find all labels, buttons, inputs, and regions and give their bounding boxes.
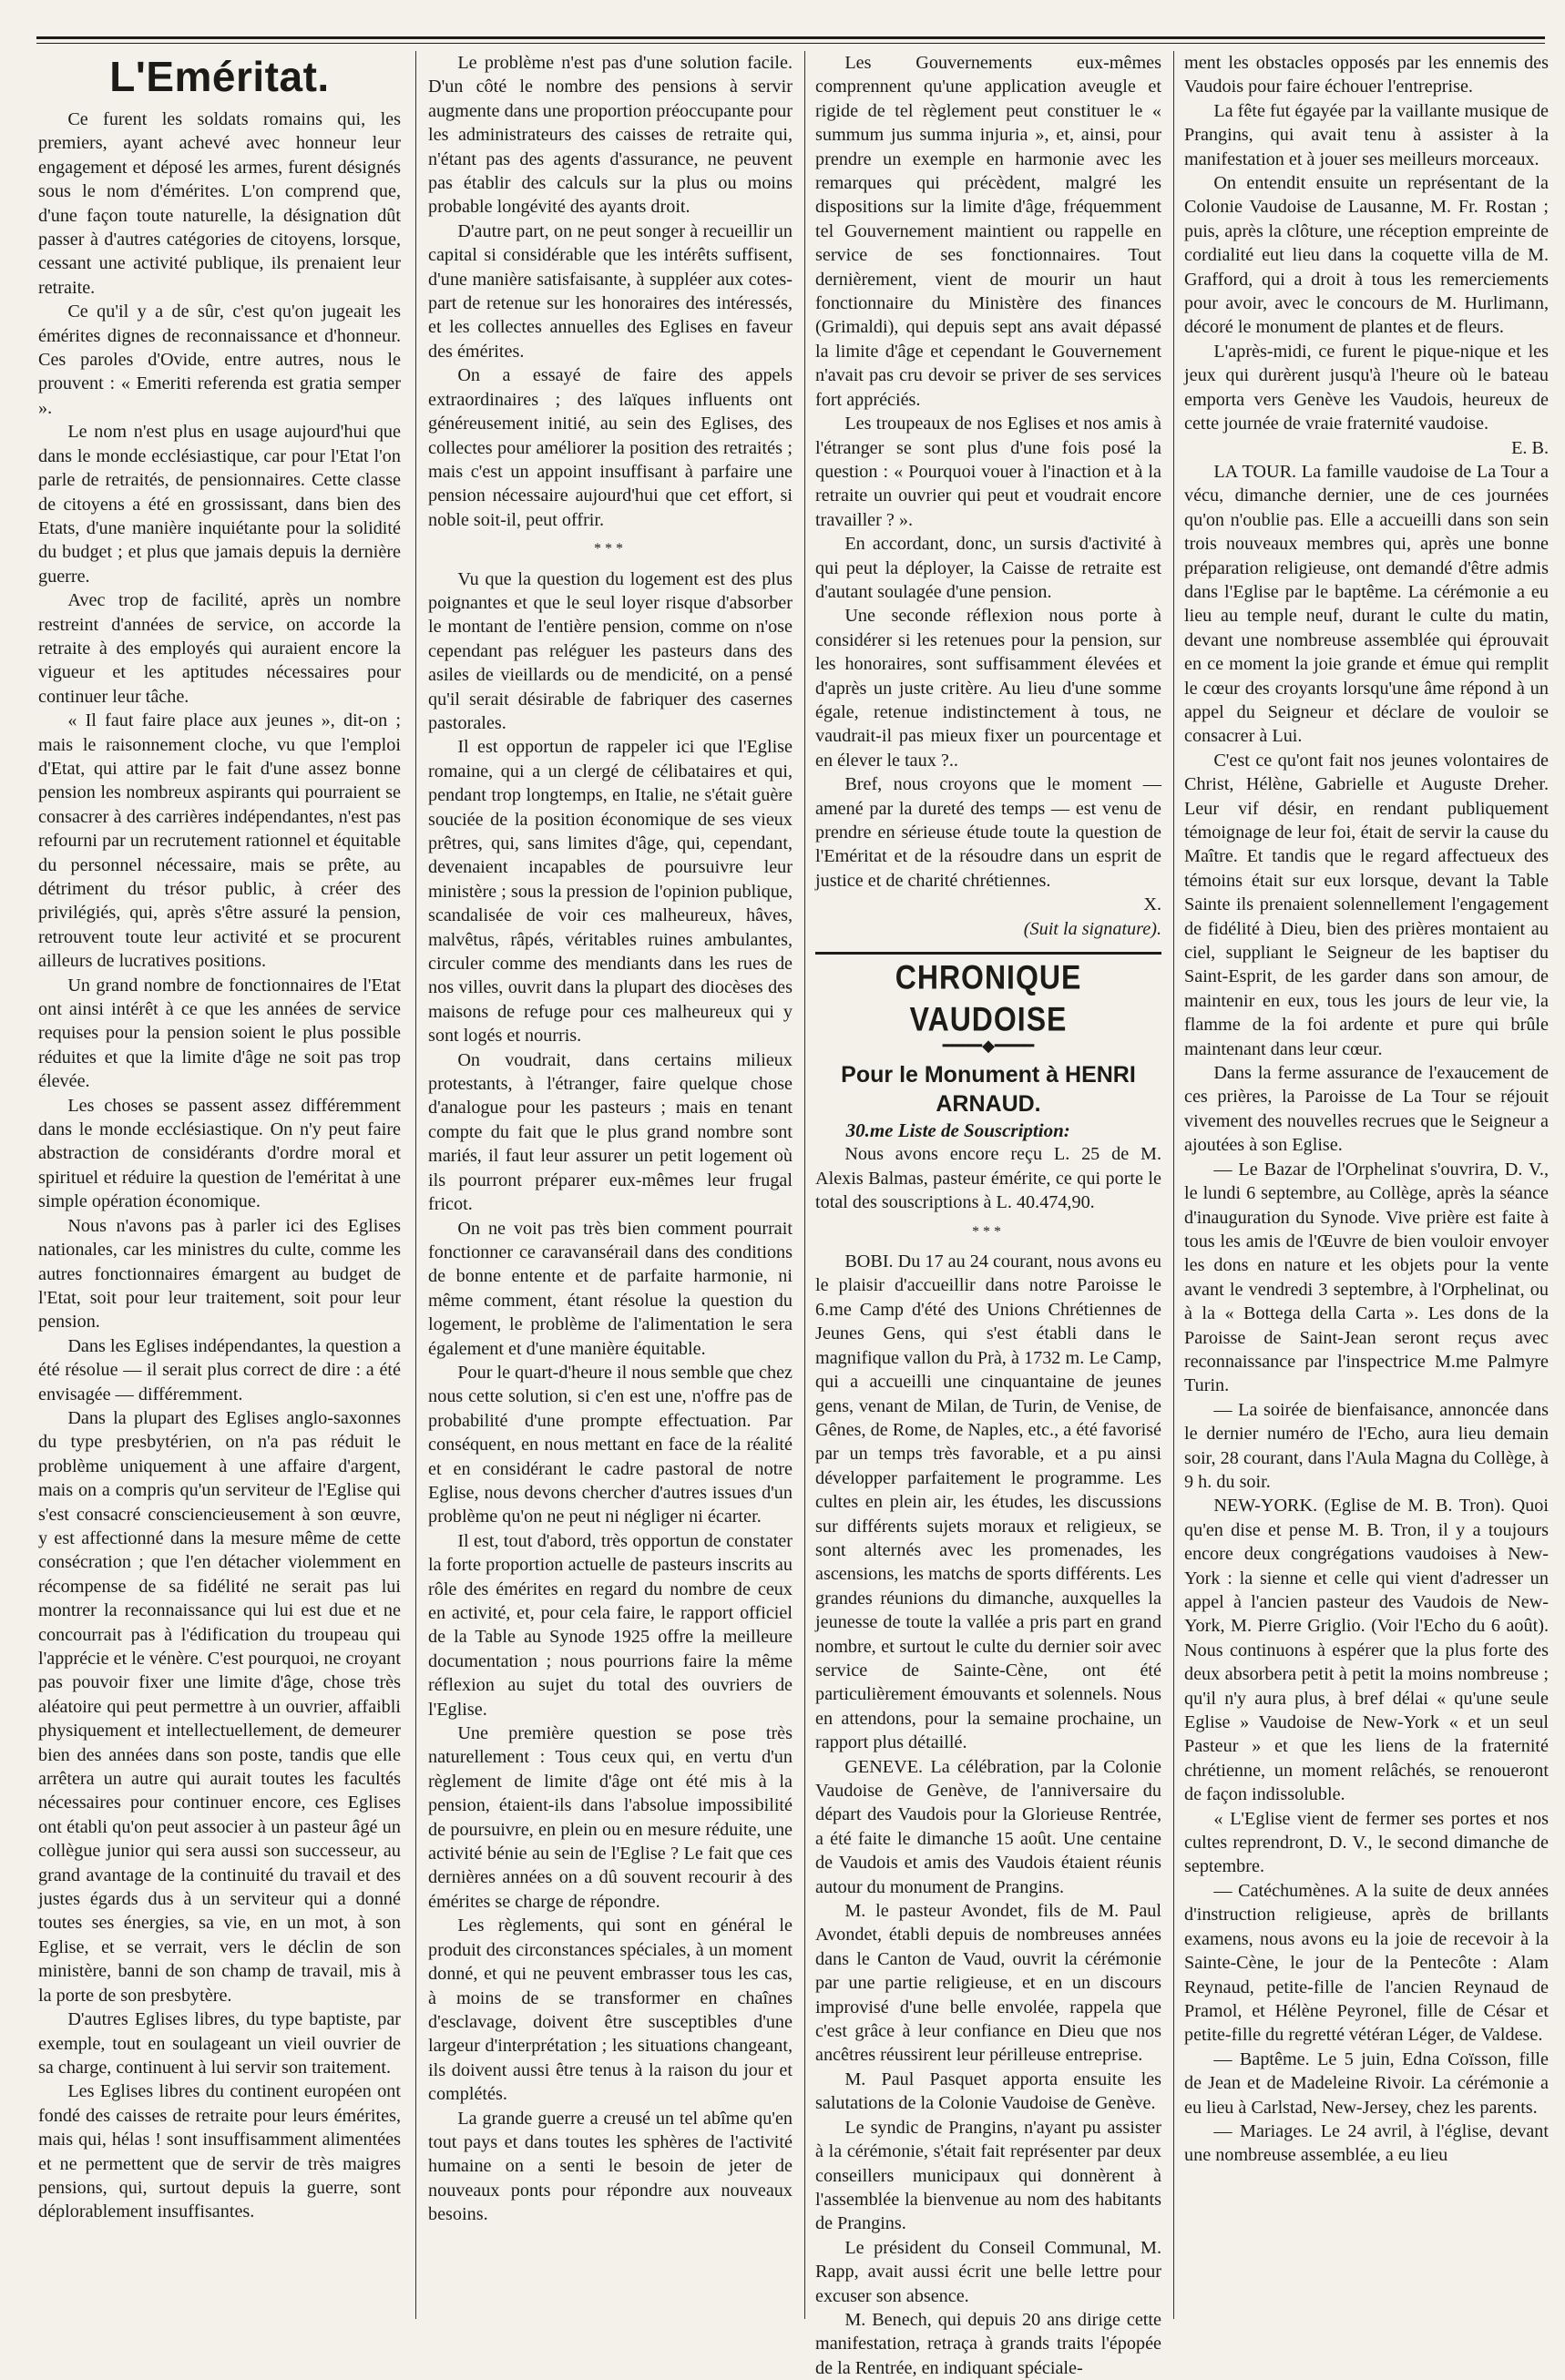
paragraph: — Le Bazar de l'Orphelinat s'ouvrira, D. V., le lundi 6 septembre, au Collège, après la séance d'inauguration du Synode. Vive prière est faite à tous les amis de l'Œuvre de bien vouloir envoyer les dons en nature et les objets pour la vente avant le vendredi 3 septembre, à l'Orphelinat, ou à la « Bottega della Carta ». Les dons de la Paroisse de Saint-Jean seront reçus avec reconnaissance par l'inspectrice M.me Palmyre Turin. [1184, 1159, 1549, 1396]
continuation-note: (Suit la signature). [1023, 918, 1161, 939]
paragraph: M. Benech, qui depuis 20 ans dirige cette manifestation, retraça à grands traits l'épopée de la Rentrée, en indiquant spéciale- [815, 2309, 1161, 2378]
author-initials: E. B. [1511, 437, 1549, 458]
paragraph: On ne voit pas très bien comment pourrait fonctionner ce caravansérail dans des conditions de bonne entente et de parfaite harmonie, ni même comment, étant résolue la question du logement, le problème de l'alimentation le sera également et d'une manière équitable. [428, 1218, 793, 1359]
paragraph: M. Paul Pasquet apporta ensuite les salutations de la Colonie Vaudoise de Genève. [815, 2068, 1161, 2114]
paragraph: La grande guerre a creusé un tel abîme qu'en tout pays et dans toutes les sphères de l'activité humaine on a senti le besoin de jeter de nouveaux ponts pour répondre aux nouveaux besoins. [428, 2108, 793, 2225]
paragraph: ment les obstacles opposés par les ennemis des Vaudois pour faire échouer l'entreprise. [1184, 53, 1549, 97]
column-divider [415, 51, 416, 2319]
paragraph: Les Eglises libres du continent européen ont fondé des caisses de retraite pour leurs émérites, mais qui, hélas ! sont insuffisamment alimentées et ne permettent que de servir de très maigres pensions, qui, surtout depuis la guerre, sont déplorablement insuffisantes. [38, 2081, 401, 2222]
paragraph: « L'Eglise vient de fermer ses portes et nos cultes reprendront, D. V., le second dimanche de septembre. [1184, 1808, 1549, 1877]
paragraph: C'est ce qu'ont fait nos jeunes volontaires de Christ, Hélène, Gabrielle et Auguste Dreher. Leur vif désir, en rendant publiquement témoignage de leur foi, était de servir la cause du Maître. Et tandis que le regard affectueux des témoins était sur eux lorsque, devant la Table Sainte ils prenaient solennellement l'engagement de fidélité à Dieu, bien des prières montaient au ciel, suppliant le Seigneur de les baptiser du Saint-Esprit, de les garder dans son amour, de maintenir en eux, tous les jours de leur vie, la flamme de la foi ardente et pure qui brûle maintenant dans leur cœur. [1184, 750, 1549, 1059]
column-1 [38, 51, 401, 2328]
paragraph: Le président du Conseil Communal, M. Rapp, avait aussi écrit une belle lettre pour excuser son absence. [815, 2237, 1161, 2306]
paragraph: On voudrait, dans certains milieux protestants, à l'étranger, faire quelque chose d'analogue pour les pasteurs ; mais en tenant compte du fait que le plus grand nombre sont mariés, il faut leur assurer un petit logement où ils pourront préparer eux-mêmes leur frugal fricot. [428, 1049, 793, 1215]
section-separator: *** [972, 1223, 1005, 1240]
paragraph: Il est, tout d'abord, très opportun de constater la forte proportion actuelle de pasteurs inscrits au rôle des émérites en regard du nombre de ceux en activité, et, pour cela faire, le rapport officiel de la Table au Synode 1925 offre la meilleure documentation ; nous pourrions faire la même réflexion au sujet du total des ouvriers de l'Eglise. [428, 1530, 793, 1720]
paragraph: Les règlements, qui sont en général le produit des circonstances spéciales, à un moment donné, et qui ne peuvent embrasser tous les cas, à moins de se transformer en chaînes d'esclavage, doivent être susceptibles d'une largeur d'interprétation ; les situations changeant, ils doivent aussi être tenus à la raison du jour et complétés. [428, 1915, 793, 2105]
section-separator: *** [594, 541, 627, 557]
paragraph: L'après-midi, ce furent le pique-nique et les jeux qui durèrent jusqu'à l'heure où le bateau emporta vers Genève les Vaudois, heureux de cette journée de vraie fraternité vaudoise. [1184, 341, 1549, 434]
paragraph: M. le pasteur Avondet, fils de M. Paul Avondet, établi depuis de nombreuses années dans le Canton de Vaud, ouvrit la cérémonie par une partie religieuse, et en un discours improvisé d'une belle envolée, rappela que c'est grâce à leur confiance en Dieu que nos ancêtres réussirent leur périlleuse entreprise. [815, 1901, 1161, 2066]
paragraph: Nous n'avons pas à parler ici des Eglises nationales, car les ministres du culte, comme les autres fonctionnaires émargent au budget de l'Etat, soit pour leur traitement, soit pour leur pension. [38, 1215, 401, 1333]
paragraph: Le syndic de Prangins, n'ayant pu assister à la cérémonie, s'était fait représenter par deux conseillers municipaux qui donnèrent à l'assemblée la bienvenue au nom des habitants de Prangins. [815, 2117, 1161, 2234]
paragraph: Le nom n'est plus en usage aujourd'hui que dans le monde ecclésiastique, car pour l'Etat l'on parle de retraités, de pensionnaires. Cette classe de citoyens a été en grossissant, dans bien des Etats, d'une manière inquiétante pour la solidité du budget ; et plus que jamais depuis la dernière guerre. [38, 422, 401, 587]
paragraph: Vu que la question du logement est des plus poignantes et que le seul loyer risque d'absorber le montant de l'entière pension, comme on n'ose cependant pas reléguer les pasteurs dans des asiles de vieillards ou de mendicité, on a pensé qu'il serait désirable de fabriquer des casernes pastorales. [428, 568, 793, 733]
column-2 [428, 51, 793, 2328]
paragraph: « Il faut faire place aux jeunes », dit-on ; mais le raisonnement cloche, vu que l'emploi d'Etat, qui attire par le fait d'une assez bonne pension les nombreux aspirants qui pourraient se consacrer à des carrières indépendantes, n'est pas refourni par un recrutement rationnel et équitable du personnel nécessaire, mais se prête, au détriment du trésor public, à créer des privilégiés, qui, après s'être assuré la pension, retrouvent toute leur activité et se procurent ailleurs de lucratives positions. [38, 710, 401, 972]
paragraph: Il est opportun de rappeler ici que l'Eglise romaine, qui a un clergé de célibataires et qui, pendant trop longtemps, en Italie, ne s'était guère souciée de la position économique de ses vieux prêtres, qui, sans limites d'âge, qui, cependant, devenaient incapables de poursuivre leur ministère ; sous la pression de l'opinion publique, scandalisée de voir ces malheureux, hâves, malvêtus, râpés, véritables ruines ambulantes, circuler comme des mendiants dans les rues de nos villes, ouvrit dans la plupart des diocèses des maisons de refuge pour ces malheureux qui y sont logés et nourris. [428, 737, 793, 1047]
subsection-title: Pour le Monument à HENRI ARNAUD. [841, 1062, 1136, 1118]
paragraph: LA TOUR. La famille vaudoise de La Tour a vécu, dimanche dernier, une de ces journées qu'on n'oublie pas. Elle a accueilli dans son sein trois nouveaux membres qui, après une bonne préparation religieuse, ont demandé d'être admis dans l'Eglise par le baptême. La cérémonie a eu lieu au temple neuf, durant le culte du matin, devant une nombreuse assemblée qui éprouvait en ce moment la joie grande et émue qui remplit le cœur des croyants lorsqu'une âme répond à un appel du Seigneur et déclare de vouloir se consacrer à Lui. [1184, 461, 1549, 747]
paragraph: — Catéchumènes. A la suite de deux années d'instruction religieuse, après de brillants examens, nous avons eu la joie de recevoir à la Sainte-Cène, le jour de la Pentecôte : Alam Reynaud, petite-fille de l'ancien Reynaud de Pramol, et Hélène Peyronel, fille de César et petite-fille du regretté vétéran Léger, de Valdese. [1184, 1880, 1549, 2046]
paragraph: — Baptême. Le 5 juin, Edna Coïsson, fille de Jean et de Madeleine Rivoir. La cérémonie a eu lieu à Carlstad, New-Jersey, chez les parents. [1184, 2048, 1549, 2118]
top-rule-thin [36, 43, 1545, 44]
paragraph: BOBI. Du 17 au 24 courant, nous avons eu le plaisir d'accueillir dans notre Paroisse le 6.me Camp d'été des Unions Chrétiennes de Jeunes Gens, qui s'est établi dans le magnifique vallon du Prà, à 1732 m. Le Camp, qui a accueilli une cinquantaine de jeunes gens, venant de Milan, de Turin, de Venise, de Gênes, de Rome, de Naples, etc., a été favorisé par un temps très favorable, et a pu ainsi développer parfaitement le programme. Les cultes en plein air, les études, les discussions sur différents sujets moraux et religieux, se sont alternés avec les promenades, les ascensions, les matchs de sports différents. Les grandes réunions du dimanche, auxquelles la jeunesse de toute la vallée a pris part en grand nombre, et surtout le culte du dernier soir avec service de Sainte-Cène, ont été particulièrement émouvants et solennels. Nous en attendons, pour la semaine prochaine, un rapport plus détaillé. [815, 1251, 1161, 1753]
paragraph: — Mariages. Le 24 avril, à l'église, devant une nombreuse assemblée, a eu lieu [1184, 2120, 1549, 2166]
paragraph: Bref, nous croyons que le moment — amené par la dureté des temps — est venu de prendre en sérieuse étude toute la question de l'Eméritat et de la résoudre dans un esprit de justice et de charité chrétiennes. [815, 774, 1161, 891]
list-title: 30.me Liste de Souscription: [845, 1119, 1070, 1142]
paragraph: Le problème n'est pas d'une solution facile. D'un côté le nombre des pensions à servir augmente dans une proportion préoccupante pour les administrateurs des caisses de retraite qui, n'étant pas des agents d'assurance, ne peuvent pas établir des calculs sur la plus ou moins probable longévité des ayants droit. [428, 53, 793, 218]
paragraph: — La soirée de bienfaisance, annoncée dans le dernier numéro de l'Echo, aura lieu demain soir, 28 courant, dans l'Aula Magna du Collège, à 9 h. du soir. [1184, 1399, 1549, 1492]
article-title: L'Eméritat. [109, 53, 330, 100]
paragraph: Avec trop de facilité, après un nombre restreint d'années de service, on accorde la retraite à des employés qui auraient encore la vigueur et les aptitudes nécessaires pour continuer leur tâche. [38, 590, 401, 707]
section-title: CHRONIQUE VAUDOISE [895, 958, 1082, 1038]
paragraph: Dans les Eglises indépendantes, la question a été résolue — il serait plus correct de dire : a été envisagée — différemment. [38, 1335, 401, 1405]
paragraph: GENEVE. La célébration, par la Colonie Vaudoise de Genève, de l'anniversaire du départ des Vaudois pour la Glorieuse Rentrée, a été faite le dimanche 15 août. Une centaine de Vaudois et amis des Vaudois étaient réunis autour du monument de Prangins. [815, 1756, 1161, 1897]
paragraph: D'autres Eglises libres, du type baptiste, par exemple, tout en soulageant un vieil ouvrier de sa charge, continuent à lui servir son traitement. [38, 2009, 401, 2078]
column-4 [1184, 51, 1549, 2328]
paragraph: Une première question se pose très naturellement : Tous ceux qui, en vertu d'un règlement de limite d'âge ont été mis à la pension, étaient-ils dans l'absolue impossibilité de poursuivre, en plein ou en mesure réduite, une activité bénie au sein de l'Eglise ? Le fait que ces dernières années on a dû souvent recourir à des émérites se charge de répondre. [428, 1723, 793, 1912]
paragraph: On entendit ensuite un représentant de la Colonie Vaudoise de Lausanne, M. Fr. Rostan ; puis, après la clôture, une réception empreinte de cordialité eut lieu dans la coquette villa de M. Grafford, qui a droit à tous les remerciements pour avoir, avec le concours de M. Hurlimann, décoré le monument de plantes et de fleurs. [1184, 173, 1549, 338]
paragraph: En accordant, donc, un sursis d'activité à qui peut la déployer, la Caisse de retraite est d'autant soulagée d'une pension. [815, 534, 1161, 602]
author-initial: X. [1143, 894, 1161, 915]
section-rule [815, 952, 1161, 955]
ornament-divider: ━━━━◆━━━━ [942, 1037, 1035, 1056]
paragraph: Ce furent les soldats romains qui, les premiers, ayant achevé avec honneur leur engagement et déposé les armes, furent désignés sous le nom d'émérites. L'on comprend que, d'une façon toute naturelle, la désignation dût passer à d'autres catégories de citoyens, lorsque, cessant une activité publique, ils prenaient leur retraite. [38, 109, 401, 298]
paragraph: On a essayé de faire des appels extraordinaires ; des laïques influents ont généreusement initié, au sein des Eglises, des collectes pour améliorer la position des retraités ; mais c'est un appoint insuffisant à parfaire une pension nécessaire aujourd'hui que cet effort, si noble soit-il, peut offrir. [428, 365, 793, 530]
column-3 [815, 51, 1161, 2378]
paragraph: Une seconde réflexion nous porte à considérer si les retenues pour la pension, sur les honoraires, sont suffisamment élevées et d'après un juste critère. Au lieu d'une somme égale, retenue indistinctement à tous, ne vaudrait-il pas mieux fixer un pourcentage et en élever le taux ?.. [815, 606, 1161, 771]
paragraph: Dans la plupart des Eglises anglo-saxonnes du type presbytérien, on n'a pas réduit le problème uniquement à une affaire d'argent, mais on a compris qu'un serviteur de l'Eglise qui s'est consacré consciencieusement à son œuvre, y est affectionné dans la mesure même de cette consécration ; que l'en détacher violemment en récompense de sa fidélité ne serait pas lui montrer la reconnaissance qui lui est due et ne concourrait pas à l'édification du troupeau qui l'apprécie et le vénère. C'est pourquoi, ne croyant pas pouvoir fixer une limite d'âge, chose très aléatoire qui peut permettre à un ouvrier, affaibli physiquement et intellectuellement, de demeurer bien des années dans son poste, tandis que elle arrêtera un autre qui aurait toutes les facultés nécessaires pour continuer encore, ces Eglises ont établi qu'on peut associer à un pasteur âgé un collègue junior qui sera aussi son successeur, au grand avantage de la continuité du travail et des justes égards dus à un serviteur qui a donné toutes ses énergies, sa vie, en un mot, à son Eglise, et se verrait, vers le déclin de son ministère, banni de son champ de travail, mis à la porte de son presbytère. [38, 1407, 401, 2006]
paragraph: Un grand nombre de fonctionnaires de l'Etat ont ainsi intérêt à ce que les années de service requises pour la pension soient le plus possible réduites et que la limite d'âge ne soit pas trop élevée. [38, 975, 401, 1092]
column-divider [1173, 51, 1174, 2319]
paragraph: Dans la ferme assurance de l'exaucement de ces prières, la Paroisse de La Tour se réjouit vivement des nouvelles recrues que le Seigneur a ajoutées à son Eglise. [1184, 1063, 1549, 1156]
paragraph: Ce qu'il y a de sûr, c'est qu'on jugeait les émérites dignes de reconnaissance et d'honneur. Ces paroles d'Ovide, entre autres, nous le prouvent : « Emeriti referenda est gratia semper ». [38, 301, 401, 418]
paragraph: D'autre part, on ne peut songer à recueillir un capital si considérable que les intérêts suffisent, d'une manière satisfaisante, à suppléer aux cotes-part de retenue sur les honoraires des intéressés, et les collectes annuelles des Eglises en faveur des émérites. [428, 220, 793, 362]
top-rule [36, 36, 1545, 39]
paragraph: Pour le quart-d'heure il nous semble que chez nous cette solution, si c'en est une, n'offre pas de probabilité d'une prompte effectuation. Par conséquent, en nous mettant en face de la réalité et en considérant le cadre pastoral de notre Eglise, nous devons chercher d'autres issues d'un problème qu'on ne peut ni négliger ni écarter. [428, 1362, 793, 1527]
paragraph: Les choses se passent assez différemment dans le monde ecclésiastique. On n'y peut faire abstraction de considérants d'ordre moral et spirituel et réduire la question de l'eméritat à une simple opération économique. [38, 1095, 401, 1212]
paragraph: La fête fut égayée par la vaillante musique de Prangins, qui avait tenu à assister à la manifestation et à jouer ses meilleurs morceaux. [1184, 100, 1549, 169]
paragraph: Les troupeaux de nos Eglises et nos amis à l'étranger se sont plus d'une fois posé la question : « Pourquoi vouer à l'inaction et à la retraite un ouvrier qui peut et voudrait encore travailler ? ». [815, 414, 1161, 530]
paragraph: Les Gouvernements eux-mêmes comprennent qu'une application aveugle et rigide de tel règlement peut constituer le « summum jus summa injuria », et, ainsi, pour prendre un exemple en harmonie avec les remarques qui précèdent, malgré les dispositions sur la limite d'âge, fréquemment tel Gouvernement maintient ou rappelle en service de ses fonctionnaires. Tout dernièrement, vient de mourir un haut fonctionnaire du Ministère des finances (Grimaldi), qui depuis sept ans avait dépassé la limite d'âge et cependant le Gouvernement n'avait pas cru devoir se priver de ses services fort appréciés. [815, 53, 1161, 410]
paragraph: NEW-YORK. (Eglise de M. B. Tron). Quoi qu'en dise et pense M. B. Tron, il y a toujours encore deux congrégations vaudoises à New-York : la sienne et celle qui vient d'adresser un appel à l'ancien pasteur des Vaudois de New-York, M. Pierre Griglio. (Voir l'Echo du 6 août). Nous continuons à espérer que la plus forte des deux absorbera petit à petit la moins nombreuse ; qu'il n'y aura plus, à bref délai « qu'une seule Eglise » Vaudoise de New-York « et un seul Pasteur » et que les liens de la fraternité chrétienne, un moment relâchés, se renoueront de façon indissoluble. [1184, 1496, 1549, 1805]
column-divider [804, 51, 805, 2319]
paragraph: Nous avons encore reçu L. 25 de M. Alexis Balmas, pasteur émérite, ce qui porte le total des souscriptions à L. 40.474,90. [815, 1144, 1161, 1213]
